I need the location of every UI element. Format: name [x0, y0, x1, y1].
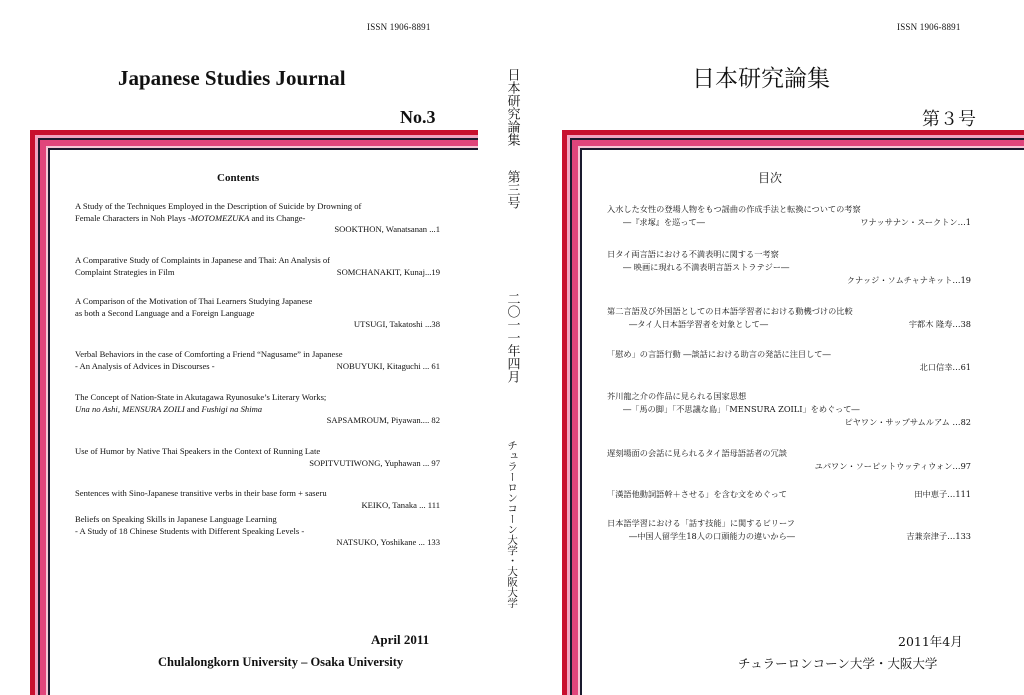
entry-author: 田中恵子…111 [914, 489, 971, 499]
entry-title-line: A Comparative Study of Complaints in Japanese and Thai: An Analysis of [75, 255, 330, 265]
spine-date [503, 292, 521, 387]
entry-title-line: ― 映画に現れる不満表明言語ストラテジー― [623, 262, 790, 272]
right-issue-number: 第３号 [922, 109, 976, 130]
spine-title-text: 日本研究論集 [504, 68, 520, 146]
entry-title-line: ―「馬の脚」「不思議な島」「MENSURA ZOILI」をめぐって― [623, 404, 860, 414]
entry-title-line: 日タイ両言語における不満表明に関する一考察 [607, 249, 779, 259]
entry-author: ユパワン・ソーピットウッティウォン…97 [814, 461, 971, 471]
left-journal-title: Japanese Studies Journal [118, 66, 346, 90]
left-entry [75, 296, 440, 331]
entry-title-line: Sentences with Sino-Japanese transitive verbs in their base form + saseru [75, 488, 327, 498]
entry-title-line: 第二言語及び外国語としての日本語学習者における動機づけの比較 [607, 306, 853, 316]
entry-subtitle: ―タイ人日本語学習者を対象として― [629, 319, 769, 329]
entry-title-line: 遅刻場面の会話に見られるタイ語母語話者の冗談 [607, 448, 787, 458]
left-entry [75, 446, 440, 469]
right-entry [607, 517, 971, 543]
entry-title-line: A Comparison of the Motivation of Thai Learners Studying Japanese [75, 296, 313, 306]
entry-author: NATSUKO, Yoshikane ... 133 [336, 537, 440, 547]
entry-author: UTSUGI, Takatoshi ...38 [353, 319, 440, 329]
right-issn: ISSN 1906-8891 [897, 22, 961, 32]
right-entry [607, 348, 971, 374]
entry-title-line: Use of Humor by Native Thai Speakers in the Context of Running Late [75, 446, 321, 456]
right-entry [607, 305, 971, 331]
left-entry [75, 255, 440, 278]
spine-publisher-text: チュラーロンコーン大学・大阪大学 [506, 440, 519, 608]
entry-author: 北口信幸…61 [919, 362, 971, 372]
entry-title-line: - An Analysis of Advices in Discourses - [75, 360, 215, 371]
spine-publisher [503, 440, 521, 611]
left-entry [75, 201, 440, 236]
entry-author: クナッジ・ソムチャナキット…19 [846, 275, 971, 285]
spine-number-text: 第三号 [504, 170, 520, 209]
entry-title-line: Verbal Behaviors in the case of Comforting a Friend “Nagusame” in Japanese [75, 349, 343, 359]
entry-title-line: Beliefs on Speaking Skills in Japanese Language Learning [75, 514, 277, 524]
right-publisher: チュラーロンコーン大学・大阪大学 [738, 656, 938, 671]
entry-author: SOMCHANAKIT, Kunaj...19 [336, 266, 440, 277]
spine-date-text: 二〇一一年四月 [504, 292, 520, 383]
entry-author: ピヤワン・サップサムルアム …82 [844, 417, 971, 427]
entry-author: SAPSAMROUM, Piyawan.... 82 [326, 415, 440, 425]
left-publication-date: April 2011 [371, 632, 430, 647]
left-entry [75, 392, 440, 427]
right-entry [607, 488, 971, 501]
entry-title-line: Complaint Strategies in Film [75, 266, 175, 277]
right-contents-heading: 目次 [758, 171, 783, 185]
left-issn: ISSN 1906-8891 [367, 22, 431, 32]
entry-title-line: 芥川龍之介の作品に見られる国家思想 [607, 391, 747, 401]
entry-title-line: 「慰め」の言語行動 ―談話における助言の発話に注目して― [607, 349, 831, 359]
entry-title-line: The Concept of Nation-State in Akutagawa Ryunosuke’s Literary Works; [75, 392, 327, 402]
entry-title-line: 日本語学習における「話す技能」に関するビリーフ [607, 518, 795, 528]
left-entry [75, 488, 440, 511]
entry-author: ワナッサナン・スークトン…1 [860, 217, 971, 227]
entry-title-line: Female Characters in Noh Plays -MOTOMEZUKA and its Change- [75, 212, 306, 223]
entry-author: SOOKTHON, Wanatsanan ...1 [334, 224, 440, 234]
right-publication-date: 2011年4月 [898, 634, 963, 649]
spine-title [503, 68, 521, 150]
right-entry [607, 390, 971, 429]
left-issue-number: No.3 [400, 107, 436, 127]
left-entry [75, 349, 440, 372]
entry-title-line: - A Study of 18 Chinese Students with Different Speaking Levels - [75, 525, 305, 536]
right-journal-title: 日本研究論集 [692, 66, 830, 92]
right-entry [607, 447, 971, 473]
entry-author: 宇都木 隆寿…38 [908, 319, 971, 329]
entry-subtitle: ―中国人留学生18人の口頭能力の違いから― [629, 531, 795, 541]
entry-subtitle: ―『求塚』を巡って― [623, 217, 705, 227]
right-entry [607, 203, 971, 229]
entry-author: 吉兼奈津子…133 [906, 531, 971, 541]
entry-title-line: Una no Ashi, MENSURA ZOILI and Fushigi na Shima [75, 403, 263, 414]
entry-title-line: 入水した女性の登場人物をもつ謡曲の作成手法と転換についての考察 [607, 204, 861, 214]
entry-author: KEIKO, Tanaka ... 111 [361, 499, 440, 510]
right-entry [607, 248, 971, 287]
entry-author: SOPITVUTIWONG, Yuphawan ... 97 [309, 457, 440, 468]
left-entry [75, 514, 440, 549]
entry-title-line: 「漢語他動詞語幹＋させる」を含む文をめぐって [607, 489, 787, 499]
entry-author: NOBUYUKI, Kitaguchi ... 61 [336, 360, 440, 371]
spine-number [503, 170, 521, 213]
left-publisher: Chulalongkorn University – Osaka University [158, 655, 404, 669]
left-contents-heading: Contents [217, 172, 260, 184]
entry-title-line: A Study of the Techniques Employed in the Description of Suicide by Drowning of [75, 201, 362, 211]
entry-title-line: as both a Second Language and a Foreign Language [75, 307, 255, 318]
